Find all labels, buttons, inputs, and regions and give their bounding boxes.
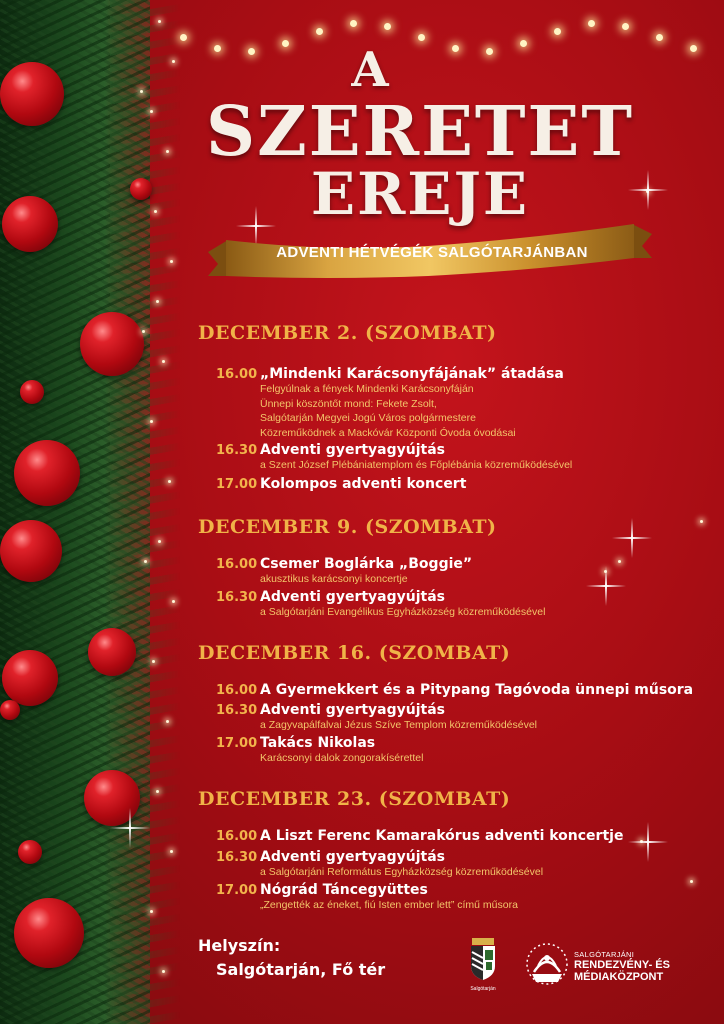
event-item [216,828,706,844]
event-item [216,882,706,913]
sparkle [162,360,165,363]
ornament [84,770,140,826]
event-description: a Szent József Plébániatemplom és Főplébánia közreműködésével [260,459,573,471]
ornament [0,62,64,126]
sparkle [172,600,175,603]
event-description: Ünnepi köszöntőt mond: Fekete Zsolt, [260,397,437,410]
light-bulb [452,45,459,52]
event-item [216,556,706,587]
event-item [216,682,706,698]
light-bulb [622,23,629,30]
event-description: a Salgótarjáni Evangélikus Egyházközség közreműködésével [260,606,546,618]
sparkle [150,110,153,113]
event-description: Karácsonyi dalok zongorakísérettel [260,752,424,764]
sparkle [140,90,143,93]
event-description: a Salgótarjáni Református Egyházközség közreműködésével [260,866,544,878]
title-article: A [351,42,389,98]
event-title: Adventi gyertyagyújtás [260,849,446,865]
city-crest-icon [469,938,497,980]
event-item [216,589,706,620]
ornament [2,650,58,706]
day-heading: DECEMBER 2. (SZOMBAT) [198,322,497,344]
event-item [216,849,706,880]
org-name-line-2: RENDEZVÉNY- ÉS [574,959,670,971]
title-line-2: EREJE [310,160,530,228]
sparkle [152,660,155,663]
sparkle [142,330,145,333]
ornament [2,196,58,252]
event-title: Kolompos adventi koncert [260,476,467,492]
light-bulb [656,34,663,41]
venue-value: Salgótarján, Fő tér [216,960,386,979]
event-title: A Gyermekkert és a Pitypang Tagóvoda ünnepi műsora [260,682,694,698]
event-description: Közreműködnek a Mackóvár Központi Óvoda óvodásai [260,426,516,439]
day-heading: DECEMBER 9. (SZOMBAT) [198,516,497,538]
event-time: 16.00 [216,683,258,698]
ornament [18,840,42,864]
light-bulb [350,20,357,27]
org-name-line-3: MÉDIAKÖZPONT [574,971,664,983]
event-description: a Zagyvapálfalvai Jézus Szíve Templom közreműködésével [260,719,538,731]
ornament [20,380,44,404]
event-title: Takács Nikolas [260,735,376,751]
day-heading: DECEMBER 23. (SZOMBAT) [198,788,511,810]
org-logo-icon [524,942,570,988]
event-description: Salgótarján Megyei Jogú Város polgármestere [260,412,476,424]
sparkle [150,910,153,913]
ornament [14,898,84,968]
sparkle [170,850,173,853]
event-time: 17.00 [216,477,258,492]
event-time: 16.00 [216,557,258,572]
ornament [0,520,62,582]
event-title: Adventi gyertyagyújtás [260,589,446,605]
sparkle [156,790,159,793]
title-line-1: SZERETET [206,92,634,172]
light-bulb [282,40,289,47]
event-time: 16.00 [216,367,258,382]
sparkle [158,20,161,23]
event-time: 17.00 [216,883,258,898]
sparkle [168,480,171,483]
event-item [216,702,706,733]
light-bulb [180,34,187,41]
ornament [88,628,136,676]
event-time: 16.30 [216,443,258,458]
event-time: 16.30 [216,590,258,605]
light-bulb [486,48,493,55]
light-bulb [588,20,595,27]
event-title: Adventi gyertyagyújtás [260,442,446,458]
sparkle [166,720,169,723]
sparkle [156,300,159,303]
event-title: Nógrád Táncegyüttes [260,882,428,898]
event-time: 17.00 [216,736,258,751]
light-bulb [554,28,561,35]
venue-label: Helyszín: [198,936,281,955]
event-title: „Mindenki Karácsonyfájának” átadása [260,366,564,382]
sparkle [162,970,165,973]
event-item [216,442,706,473]
event-title: Csemer Boglárka „Boggie” [260,556,473,572]
org-name [574,950,714,983]
string-lights [150,0,724,70]
org-name-line-1: SALGÓTARJÁNI [574,950,635,959]
event-description: „Zengették az éneket, fiú Isten ember lett” című műsora [260,899,518,911]
event-description: Felgyúlnak a fények Mindenki Karácsonyfáján [260,383,474,395]
sparkle [150,420,153,423]
light-bulb [418,34,425,41]
sparkle [154,210,157,213]
event-time: 16.30 [216,850,258,865]
light-bulb [316,28,323,35]
ornament [14,440,80,506]
day-heading: DECEMBER 16. (SZOMBAT) [198,642,511,664]
ornament [130,178,152,200]
light-bulb [214,45,221,52]
event-title: A Liszt Ferenc Kamarakórus adventi koncertje [260,828,624,844]
event-item [216,366,706,440]
event-title: Adventi gyertyagyújtás [260,702,446,718]
light-bulb [384,23,391,30]
ornament [0,700,20,720]
sparkle [170,260,173,263]
light-bulb [690,45,697,52]
light-bulb [520,40,527,47]
sparkle [166,150,169,153]
event-description: akusztikus karácsonyi koncertje [260,573,408,585]
sparkle [144,560,147,563]
event-item [216,735,706,766]
event-item [216,476,706,492]
city-crest-caption: Salgótarján [470,986,496,992]
sparkle [646,190,649,193]
light-bulb [248,48,255,55]
garland-branches [110,0,180,1024]
event-time: 16.00 [216,829,258,844]
ornament [80,312,144,376]
sparkle [172,60,175,63]
sparkle [158,540,161,543]
event-time: 16.30 [216,703,258,718]
ribbon-subtitle: ADVENTI HÉTVÉGÉK SALGÓTARJÁNBAN [276,244,588,261]
